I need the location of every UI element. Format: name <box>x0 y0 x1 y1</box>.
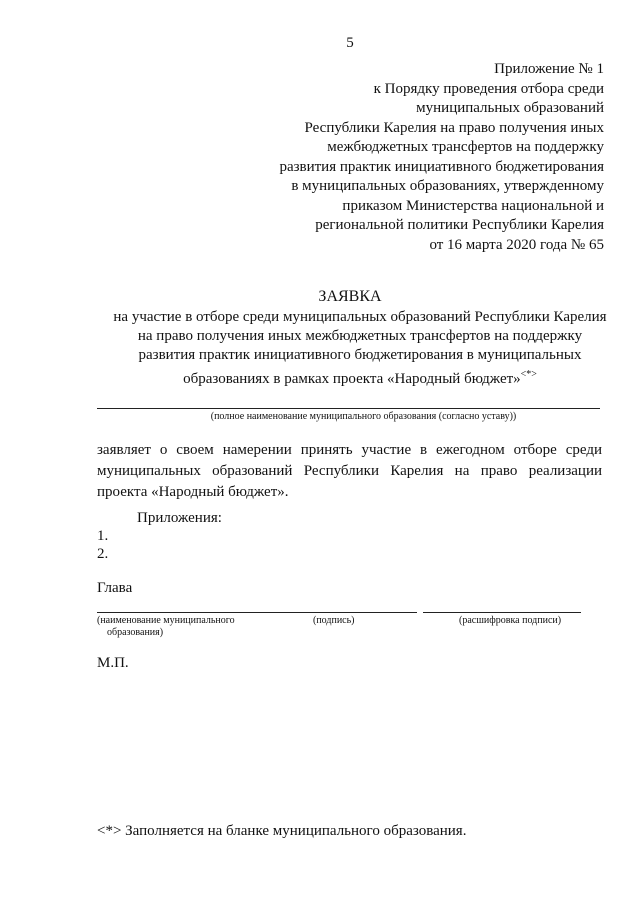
subtitle-line-last <box>60 365 640 389</box>
appendix-line: от 16 марта 2020 года № 65 <box>429 236 604 253</box>
caption-line: (наименование муниципального <box>97 615 235 626</box>
municipality-caption-block <box>97 615 257 639</box>
appendix-line: к Порядку проведения отбора среди <box>373 80 604 97</box>
attachment-item: 2. <box>97 546 109 562</box>
subtitle-line: на участие в отборе среди муниципальных образований Республики Карелия <box>113 309 607 325</box>
appendix-line: приказом Министерства национальной и <box>342 197 604 214</box>
municipality-name-line <box>97 408 600 409</box>
document-subtitle <box>60 308 640 389</box>
document-title: ЗАЯВКА <box>318 288 382 305</box>
seal-label: М.П. <box>97 655 129 671</box>
caption-line: образования) <box>107 627 164 638</box>
appendix-line: региональной политики Республики Карелия <box>315 217 604 233</box>
attachments-heading: Приложения: <box>137 510 222 526</box>
municipality-name-signature-line <box>97 612 245 613</box>
name-decoding-line <box>423 612 581 613</box>
attachment-item: 1. <box>97 528 109 544</box>
statement-text: заявляет о своем намерении принять участие в ежегодном отборе среди муниципальных образований Республики Карелия на право реализации проекта «Народный бюджет». <box>97 442 602 500</box>
appendix-header <box>244 60 604 255</box>
decoding-caption: (расшифровка подписи) <box>459 615 562 626</box>
appendix-line: Республики Карелия на право получения иных <box>304 119 604 136</box>
subtitle-line: на право получения иных межбюджетных трансфертов на поддержку <box>137 328 583 344</box>
appendix-line: межбюджетных трансфертов на поддержку <box>327 139 604 155</box>
municipality-caption: (полное наименование муниципального образования (согласно уставу)) <box>210 411 517 422</box>
head-label: Глава <box>97 580 133 596</box>
appendix-line: в муниципальных образованиях, утвержденному <box>291 178 604 194</box>
footnote-mark: <*> <box>520 369 537 380</box>
signature-line <box>245 612 417 613</box>
page-number: 5 <box>346 35 354 51</box>
subtitle-line: развития практик инициативного бюджетирования в муниципальных <box>138 347 582 363</box>
footnote-text: <*> Заполняется на бланке муниципального образования. <box>97 823 467 839</box>
appendix-line: Приложение № 1 <box>494 61 604 77</box>
subtitle-line: образованиях в рамках проекта «Народный бюджет» <box>183 371 521 387</box>
appendix-line: развития практик инициативного бюджетирования <box>279 158 604 175</box>
appendix-line: муниципальных образований <box>416 100 604 116</box>
signature-caption: (подпись) <box>313 615 355 626</box>
